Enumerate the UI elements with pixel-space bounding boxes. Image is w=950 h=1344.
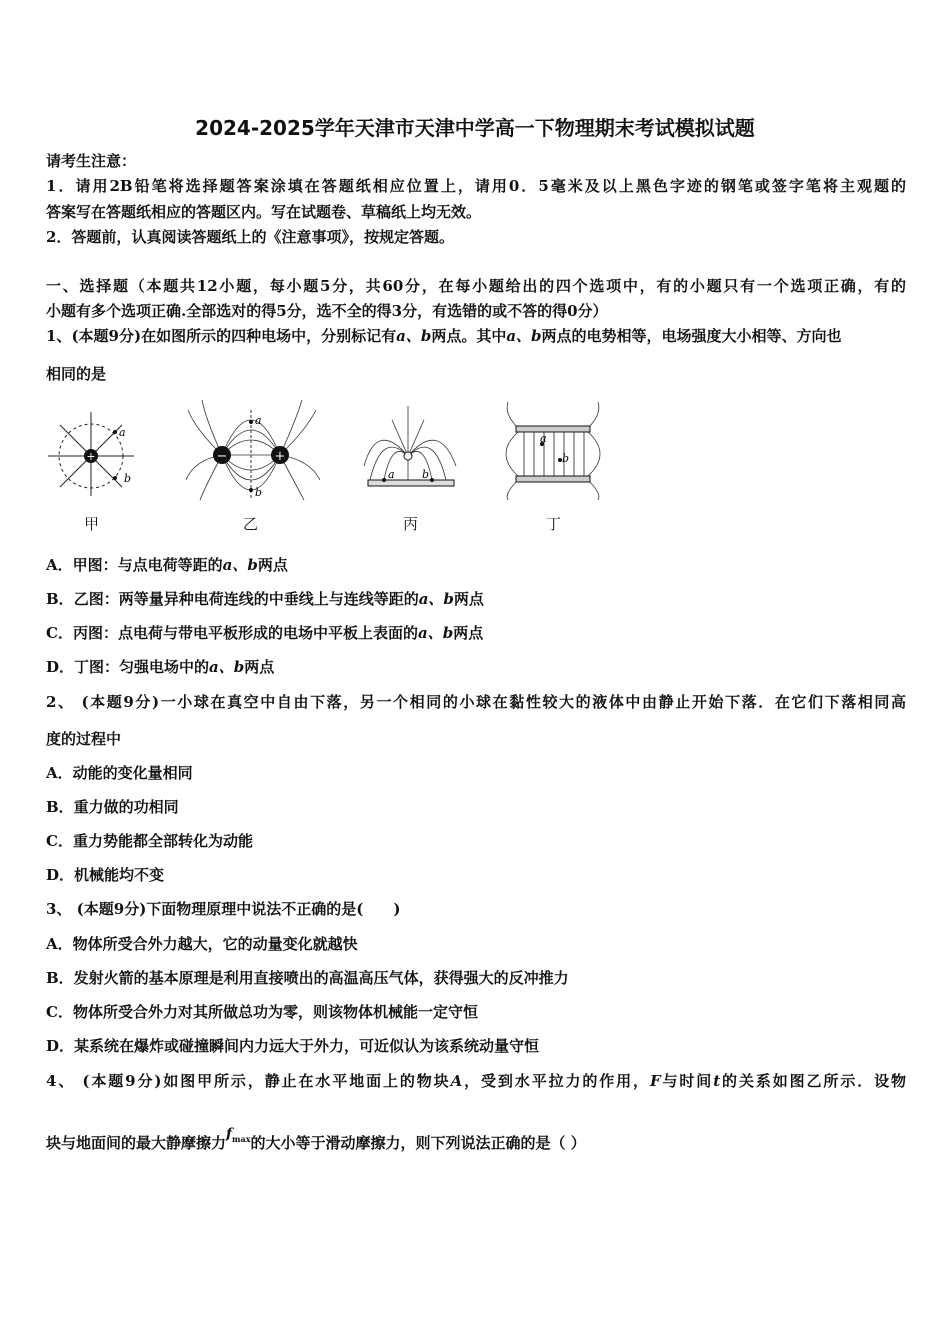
q4-stem-c: 与时间 <box>660 1072 714 1090</box>
fmax-f: f <box>226 1126 233 1142</box>
q4-num: 4、 <box>46 1072 76 1090</box>
q4-stem-b: ，受到水平拉力的作用， <box>462 1072 650 1090</box>
figure-label-jia: 甲 <box>84 515 100 533</box>
q3-option-d: D．某系统在爆炸或碰撞瞬间内力远大于外力，可近似认为该系统动量守恒 <box>46 1037 540 1055</box>
point-b-bing: b <box>422 468 430 481</box>
q3-num: 3、 <box>46 900 72 918</box>
q1-option-b-ab: a、b <box>418 590 454 608</box>
section-line-1: 一、选择题（本题共12小题，每小题5分，共60分，在每小题给出的四个选项中，有的小题只有一个选项正确，有的 <box>46 277 906 295</box>
point-b-ding: b <box>562 452 570 465</box>
q1-stem-a: 在如图所示的四种电场中，分别标记有 <box>141 327 397 345</box>
q2-option-a: A．动能的变化量相同 <box>46 764 193 782</box>
q2-stem-line2: 度的过程中 <box>46 730 122 748</box>
fmax-sub: max <box>232 1133 251 1144</box>
q1-option-c-text: 丙图：点电荷与带电平板形成的电场中平板上表面的 <box>72 624 418 642</box>
q2-stem <box>46 692 906 712</box>
q1-stem-line2: 相同的是 <box>46 365 107 383</box>
page-title: 2024-2025学年天津市天津中学高一下物理期末考试模拟试题 <box>195 116 755 140</box>
q1-option-b-key: B． <box>46 590 74 608</box>
q4-stem-line2 <box>46 1126 586 1159</box>
charge-minus-yi: − <box>216 449 228 464</box>
q1-points: (本题9分) <box>71 327 142 345</box>
figure-label-yi: 乙 <box>243 515 259 533</box>
q1-stem-b: 两点。其中 <box>431 327 507 345</box>
q1-option-a-suffix: 两点 <box>257 556 288 574</box>
q1-num: 1、 <box>46 327 72 345</box>
point-a-jia: a <box>119 426 126 439</box>
q3-stem <box>46 899 401 919</box>
figure-label-ding: 丁 <box>546 515 562 533</box>
q1-option-d <box>46 657 274 677</box>
q2-num: 2、 <box>46 693 75 711</box>
section-line-2: 小题有多个选项正确.全部选对的得5分，选不全的得3分，有选错的或不答的得0分） <box>46 302 608 320</box>
q1-stem <box>46 326 842 346</box>
q4-line2-b: 的大小等于滑动摩擦力，则下列说法正确的是（ ） <box>250 1134 586 1152</box>
q1-option-d-text: 丁图：匀强电场中的 <box>74 658 210 676</box>
q1-option-c-ab: a、b <box>417 624 454 642</box>
point-a-yi: a <box>255 414 262 427</box>
q1-option-a-text: 甲图：与点电荷等距的 <box>72 556 223 574</box>
q1-option-d-key: D． <box>46 658 75 676</box>
figure-yi <box>186 400 320 500</box>
fmax-symbol <box>226 1126 250 1142</box>
point-b-yi: b <box>255 486 263 499</box>
q1-option-a-ab: a、b <box>222 556 258 574</box>
q4-stem <box>46 1071 906 1091</box>
q1-option-a <box>46 555 288 575</box>
q4-force-f: F <box>649 1072 661 1090</box>
q2-stem-text: (本题9分)一小球在真空中自由下落，另一个相同的小球在黏性较大的液体中由静止开始下落．在它们下落相同高 <box>81 693 906 711</box>
q1-option-d-ab: a、b <box>209 658 245 676</box>
q1-option-a-key: A． <box>46 556 73 574</box>
notice-heading: 请考生注意： <box>46 152 137 170</box>
q4-stem-d: 的关系如图乙所示．设物 <box>720 1072 906 1090</box>
q1-option-b-text: 乙图：两等量异种电荷连线的中垂线上与连线等距的 <box>73 590 419 608</box>
q1-option-c-suffix: 两点 <box>453 624 484 642</box>
q1-option-b <box>46 589 484 609</box>
q1-option-c <box>46 623 483 643</box>
q2-option-d: D．机械能均不变 <box>46 866 165 884</box>
q1-option-c-key: C． <box>46 624 73 642</box>
q3-option-c: C．物体所受合外力对其所做总功为零，则该物体机械能一定守恒 <box>46 1003 478 1021</box>
q1-ab-2: a、b <box>506 327 542 345</box>
q1-option-b-suffix: 两点 <box>453 590 484 608</box>
charge-plus-jia: + <box>86 450 96 463</box>
point-b-jia: b <box>124 472 132 485</box>
charge-plus-yi: + <box>274 449 286 464</box>
q3-option-a: A．物体所受合外力越大，它的动量变化就越快 <box>46 935 358 953</box>
q2-option-b: B．重力做的功相同 <box>46 798 179 816</box>
q3-stem-text: (本题9分)下面物理原理中说法不正确的是( ) <box>76 900 401 918</box>
q1-option-d-suffix: 两点 <box>244 658 275 676</box>
q1-ab-1: a、b <box>396 327 432 345</box>
figure-label-bing: 丙 <box>403 515 419 533</box>
figure-bing <box>362 400 458 496</box>
q4-time-t: t <box>713 1072 721 1090</box>
q1-stem-c: 两点的电势相等，电场强度大小相等、方向也 <box>541 327 842 345</box>
point-a-ding: a <box>540 432 547 445</box>
q3-option-b: B．发射火箭的基本原理是利用直接喷出的高温高压气体，获得强大的反冲推力 <box>46 969 569 987</box>
q4-block-a: A <box>450 1072 463 1090</box>
point-a-bing: a <box>388 468 395 481</box>
q4-stem-a: (本题9分)如图甲所示，静止在水平地面上的物块 <box>82 1072 451 1090</box>
figure-jia <box>48 400 138 496</box>
notice-line-3: 2．答题前，认真阅读答题纸上的《注意事项》，按规定答题。 <box>46 228 454 246</box>
figure-ding <box>498 400 608 500</box>
notice-line-1: 1．请用2B铅笔将选择题答案涂填在答题纸相应位置上，请用0．5毫米及以上黑色字迹的钢笔或签字笔将主观题的 <box>46 177 906 195</box>
q2-option-c: C．重力势能都全部转化为动能 <box>46 832 253 850</box>
q4-line2-a: 块与地面间的最大静摩擦力 <box>46 1134 227 1152</box>
notice-line-2: 答案写在答题纸相应的答题区内。写在试题卷、草稿纸上均无效。 <box>46 203 482 221</box>
